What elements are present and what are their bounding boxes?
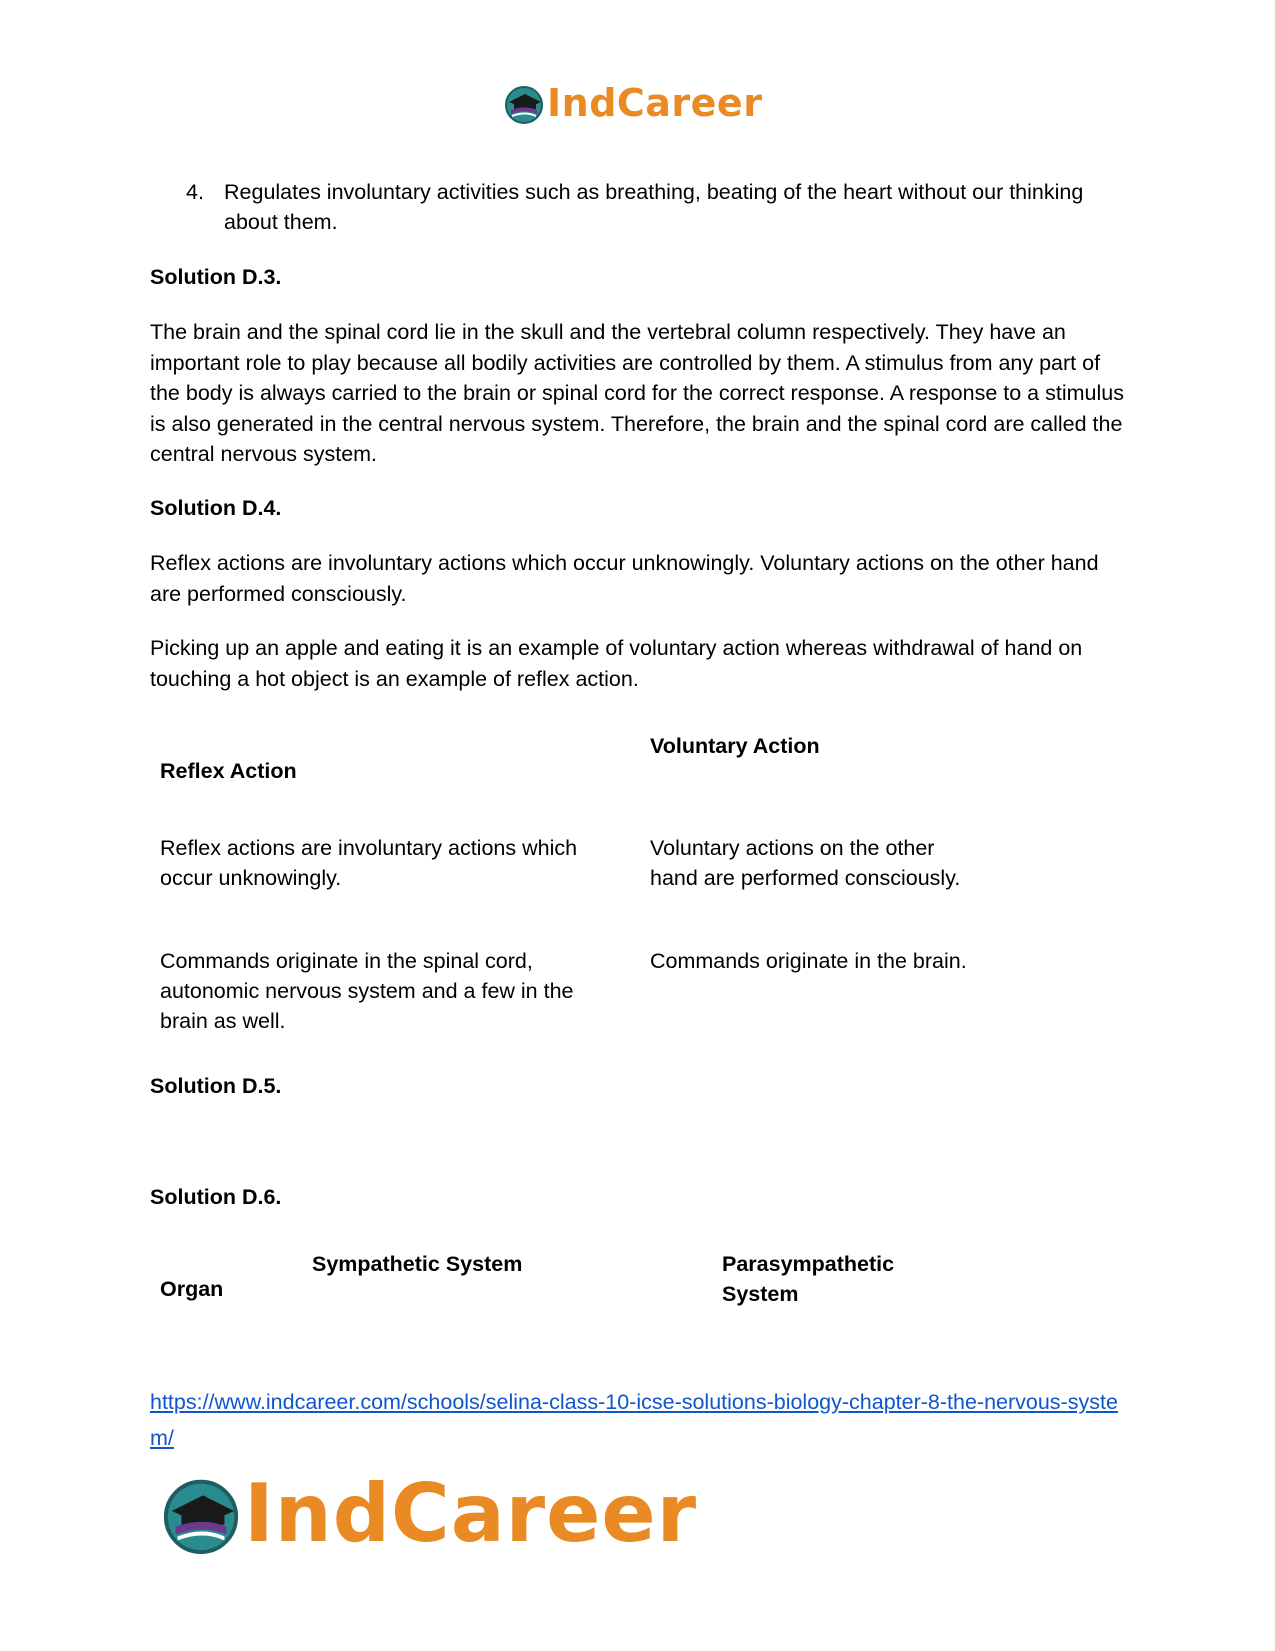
logo-wordmark: IndCareer [547, 81, 763, 125]
table-cell: Reflex actions are involuntary actions which occur unknowingly. [160, 836, 578, 890]
table-cell: Voluntary actions on the other hand are performed consciously. [650, 836, 961, 890]
solution-d5-heading: Solution D.5. [150, 1074, 282, 1098]
source-link[interactable]: https://www.indcareer.com/schools/selina-class-10-icse-solutions-biology-chapter-8-the-nervous-system/ [150, 1390, 1118, 1450]
solution-d3-paragraph: The brain and the spinal cord lie in the skull and the vertebral column respectively. They have an important role to play because all bodily activities are controlled by them. A stimulus from any part of the body is always carried to the brain or spinal cord for the correct response. A response to a stimulus is also generated in the central nervous system. Therefore, the brain and the spinal cord are called the central nervous system. [150, 320, 1124, 466]
table-header-parasympathetic: Parasympathetic System [722, 1252, 895, 1306]
list-item-number: 4. [186, 180, 204, 204]
header-logo [503, 78, 762, 128]
table-cell: Commands originate in the spinal cord, autonomic nervous system and a few in the brain as well. [160, 949, 574, 1033]
logo-wordmark: IndCareer [244, 1466, 698, 1560]
graduation-cap-book-icon [160, 1472, 242, 1554]
graduation-cap-book-icon [503, 82, 545, 124]
table-header-voluntary: Voluntary Action [650, 734, 820, 758]
solution-d4-paragraph-2: Picking up an apple and eating it is an example of voluntary action whereas withdrawal of hand on touching a hot object is an example of reflex action. [150, 636, 1083, 691]
list-item-text: Regulates involuntary activities such as breathing, beating of the heart without our thinking about them. [224, 180, 1084, 234]
footer-logo [160, 1468, 697, 1558]
solution-d3-heading: Solution D.3. [150, 265, 282, 289]
table-header-reflex: Reflex Action [160, 759, 297, 783]
solution-d4-heading: Solution D.4. [150, 496, 282, 520]
solution-d4-paragraph-1: Reflex actions are involuntary actions which occur unknowingly. Voluntary actions on the other hand are performed consciously. [150, 551, 1099, 606]
table-header-sympathetic: Sympathetic System [312, 1252, 523, 1276]
table-cell: Commands originate in the brain. [650, 949, 967, 973]
table-header-organ: Organ [160, 1277, 224, 1301]
solution-d6-heading: Solution D.6. [150, 1185, 282, 1209]
